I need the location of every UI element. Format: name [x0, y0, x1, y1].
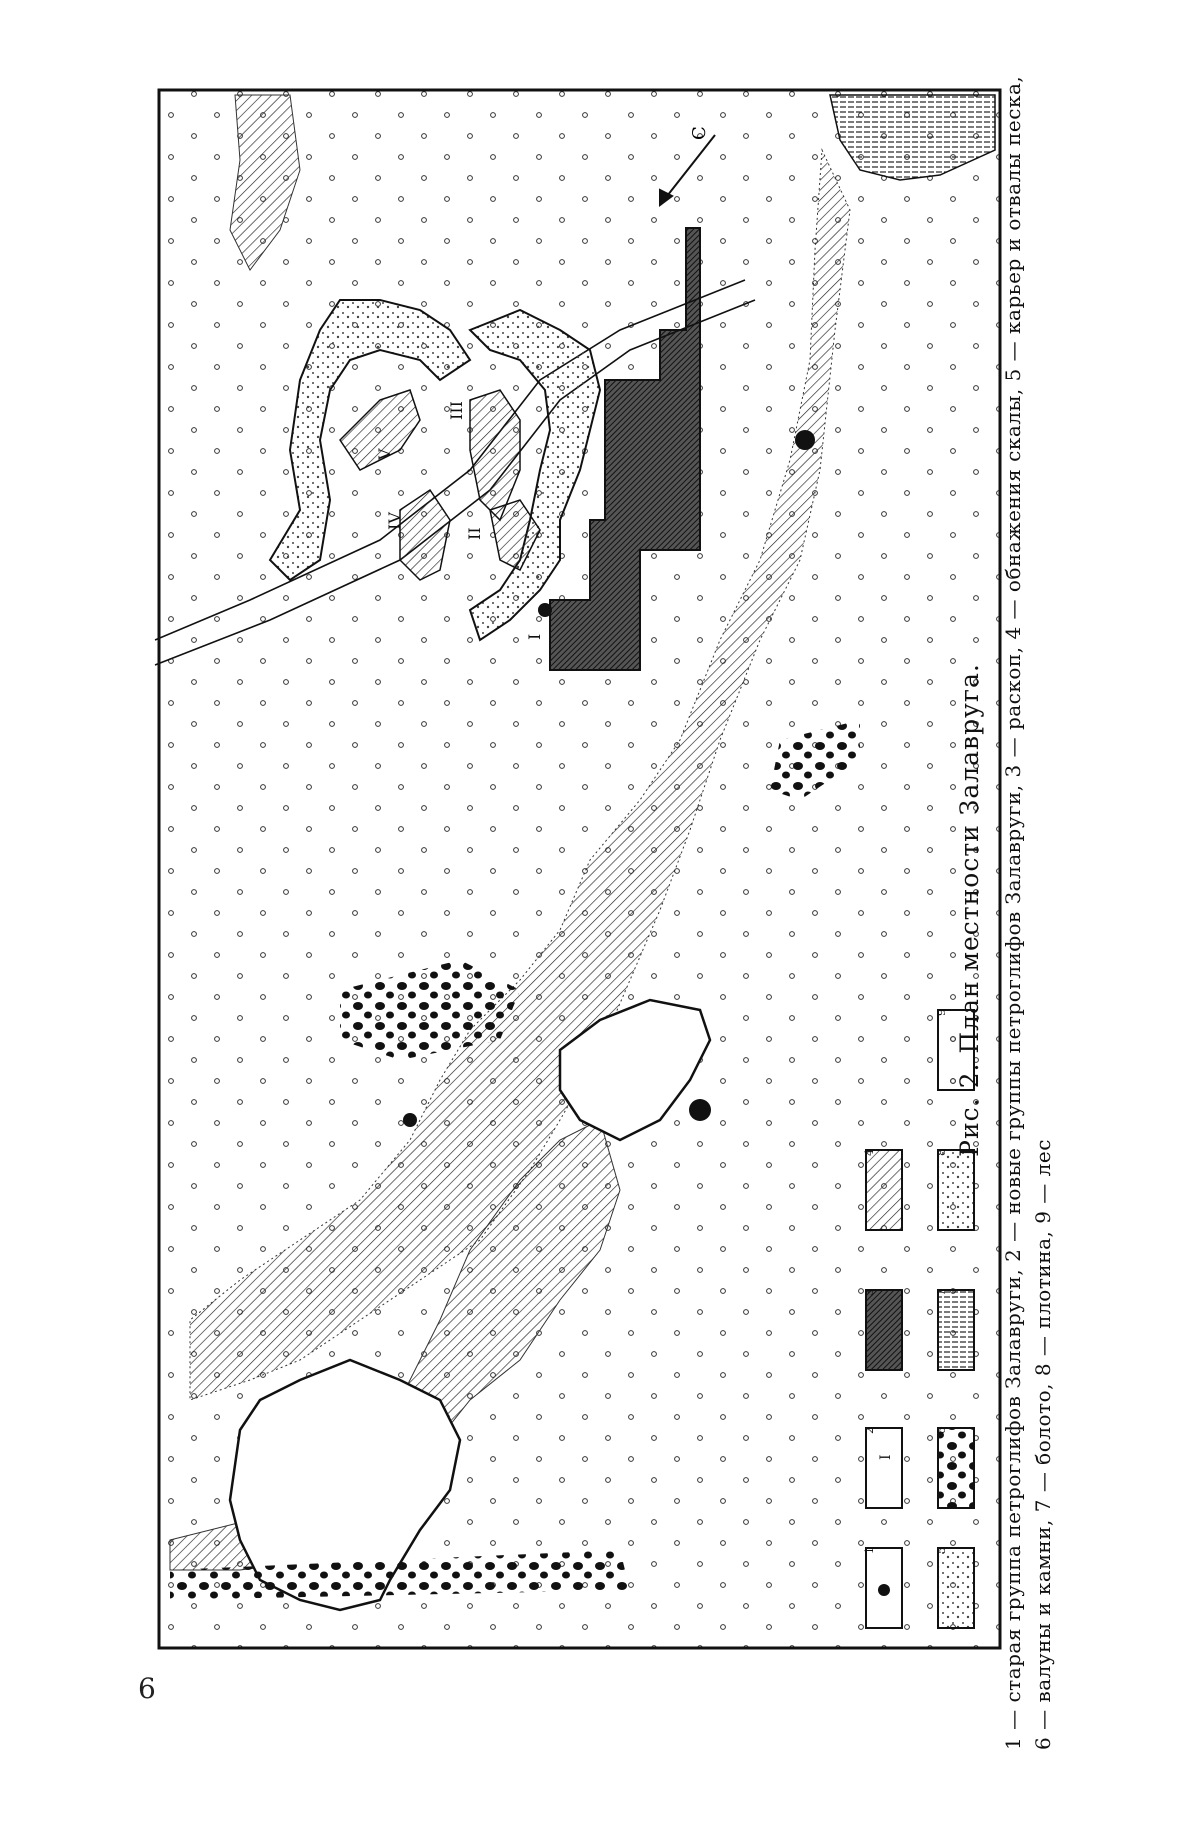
- group-label-ii: II: [465, 527, 484, 540]
- north-label: С: [689, 126, 710, 140]
- group-label-i: I: [525, 633, 544, 640]
- group-label-v: V: [375, 448, 394, 460]
- legend-num-2: 2: [863, 1427, 876, 1434]
- caption-title: Рис. 2. План местности Залавруга.: [955, 663, 984, 1157]
- legend-num-3: 3: [863, 1289, 876, 1296]
- page-number: 6: [138, 1672, 156, 1705]
- legend-num-5: 5: [935, 1547, 948, 1554]
- caption-legend-text: 1 — старая группа петроглифов Залавруги, 2 — новые группы петроглифов Залавруги, 3 — раскоп, 4 — обнажения скалы, 5 — карьер и отвалы песка, 6 — валуны и камни, 7 — болото, 8 — плотина, 9 — лес: [1001, 75, 1055, 1750]
- figure-caption: [955, 70, 1058, 1750]
- group-label-iv: IV: [385, 512, 404, 530]
- group-label-iii: III: [447, 401, 466, 420]
- legend-num-1: 1: [863, 1547, 876, 1554]
- legend-num-6: 6: [935, 1427, 948, 1434]
- legend-num-9: 9: [935, 1009, 948, 1016]
- legend-num-4: 4: [863, 1149, 876, 1156]
- legend-num-8: 8: [935, 1149, 948, 1156]
- legend-box-2: [866, 1428, 902, 1508]
- legend-num-7: 7: [935, 1289, 948, 1296]
- legend-box-3: [866, 1290, 902, 1370]
- legend-box-4: [866, 1150, 902, 1230]
- legend-box-2-label: I: [878, 1454, 894, 1460]
